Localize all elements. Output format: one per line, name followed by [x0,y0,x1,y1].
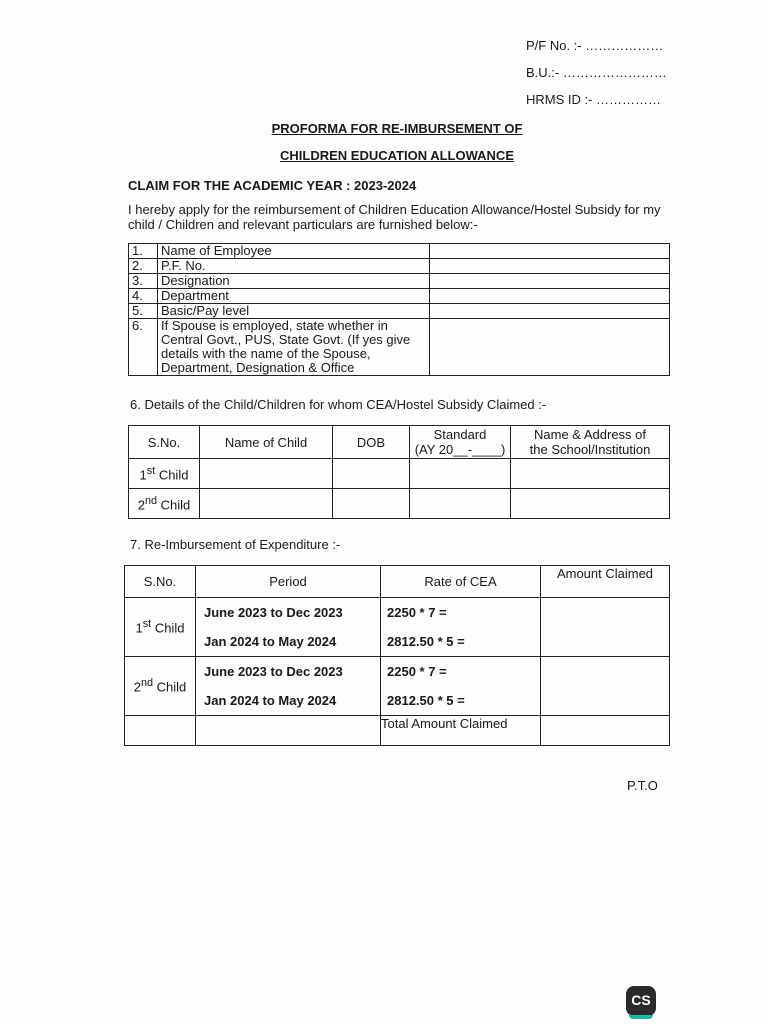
pf-no-field: P/F No. :- ……………… [526,38,664,53]
value-cell [430,244,670,259]
table-row [125,716,670,746]
table-header-row: S.No. Name of Child DOB Standard (AY 20__-____) Name & Address of the School/Institution [129,426,670,459]
table-row: 1st Child June 2023 to Dec 2023 2250 * 7 = [125,598,670,628]
table-row: 6. If Spouse is employed, state whether in Central Govt., PUS, State Govt. (If yes give details with the name of the Spouse, Department, Designation & Office [129,319,670,376]
form-title-line1: PROFORMA FOR RE-IMBURSEMENT OF [271,121,523,136]
bu-field: B.U.:- …………………… [526,65,667,80]
table-row: 2nd Child June 2023 to Dec 2023 2250 * 7 = [125,657,670,687]
value-cell [430,289,670,304]
table-row: 5. Basic/Pay level [129,304,670,319]
value-cell [430,304,670,319]
camscanner-logo-icon: CS [626,986,656,1016]
pto-text: P.T.O [627,778,658,793]
intro-text: I hereby apply for the reimbursement of Children Education Allowance/Hostel Subsidy for my child / Children and relevant particulars are furnished below:- [128,202,661,232]
table-row: 2. P.F. No. [129,259,670,274]
total-label: Total Amount Claimed [381,716,541,746]
table-row: Jan 2024 to May 2024 2812.50 * 5 = [125,686,670,716]
child-details-table [128,425,670,519]
table-row: 2nd Child [129,489,670,519]
value-cell [430,319,670,376]
employee-details-table [128,243,670,376]
table-row: 3. Designation [129,274,670,289]
value-cell [430,259,670,274]
table-row: Jan 2024 to May 2024 2812.50 * 5 = [125,627,670,657]
form-title-line2: CHILDREN EDUCATION ALLOWANCE [280,148,514,163]
expenditure-table [124,565,670,746]
table-row: 1st Child [129,459,670,489]
section7-title: 7. Re-Imbursement of Expenditure :- [130,537,341,552]
claim-year: CLAIM FOR THE ACADEMIC YEAR : 2023-2024 [128,178,417,193]
value-cell [430,274,670,289]
table-header-row: S.No. Period Rate of CEA Amount Claimed [125,566,670,598]
table-row: 1. Name of Employee [129,244,670,259]
section6-title: 6. Details of the Child/Children for whom CEA/Hostel Subsidy Claimed :- [130,397,547,412]
table-row: 4. Department [129,289,670,304]
hrms-id-field: HRMS ID :- …………… [526,92,662,107]
